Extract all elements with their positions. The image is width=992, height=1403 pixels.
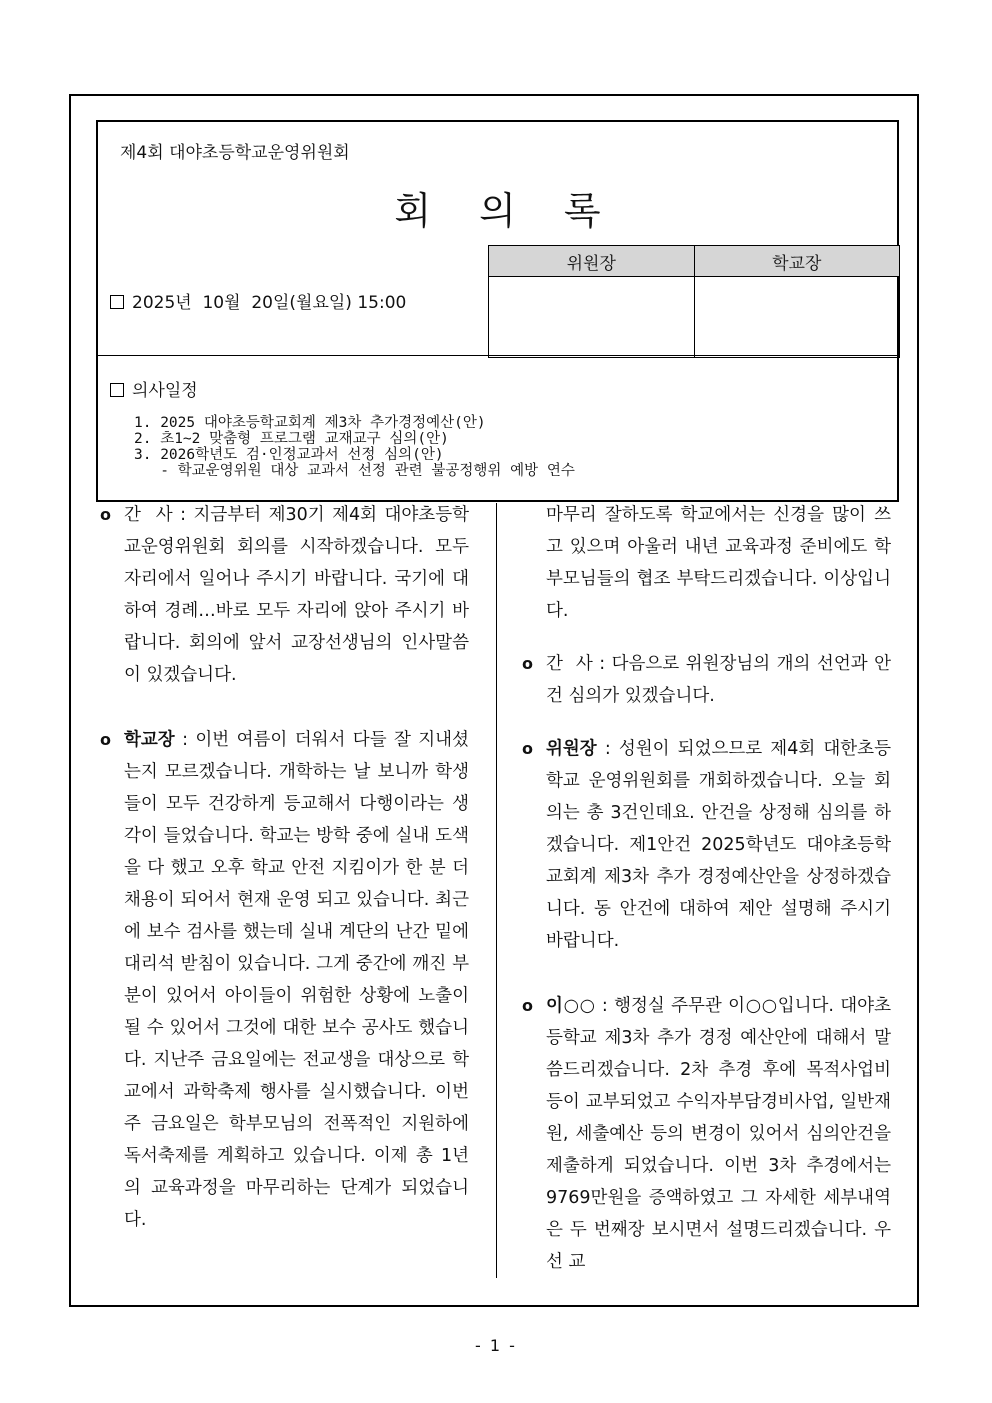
minutes-paragraph <box>100 499 469 691</box>
separator: : <box>596 739 619 759</box>
agenda-item: - 학교운영위원 대상 교과서 선정 관련 불공정행위 예방 연수 <box>134 463 575 479</box>
speaker: 위원장 <box>546 739 597 759</box>
separator: : <box>595 996 615 1016</box>
statement: 마무리 잘하도록 학교에서는 신경을 많이 쓰고 있으며 아울러 내년 교육과정 준비에도 학부모님들의 협조 부탁드리겠습니다. 이상입니다. <box>546 505 891 621</box>
statement: 지금부터 제30기 제4회 대야초등학교운영위원회 회의를 시작하겠습니다. 모두 자리에서 일어나 주시기 바랍니다. 국기에 대하여 경례…바로 모두 자리에 앉아 주시기 바랍니다. 회의에 앞서 교장선생님의 인사말씀이 있겠습니다. <box>124 505 469 685</box>
speaker: 간 사 <box>124 505 173 525</box>
meeting-date-text: 2025년 10월 20일(월요일) 15:00 <box>132 293 407 313</box>
meeting-number: 제4회 대야초등학교운영위원회 <box>120 143 350 163</box>
meeting-date <box>110 288 406 313</box>
bullet-marker: o <box>522 996 533 1015</box>
title-char: 의 <box>479 189 564 233</box>
bullet-marker: o <box>522 654 533 673</box>
bullet-marker: o <box>100 730 111 749</box>
checkbox-square-icon <box>110 295 124 309</box>
header-divider <box>98 355 897 356</box>
statement: 성원이 되었으므로 제4회 대한초등학교 운영위원회를 개회하겠습니다. 오늘 회의는 총 3건인데요. 안건을 상정해 심의를 하겠습니다. 제1안건 2025학년도 대야초등학교회계 제3차 추가 경정예산안을 상정하겠습니다. 동 안건에 대하여 제안 설명해 주시기 바랍니다. <box>546 739 891 951</box>
agenda-heading <box>110 376 198 401</box>
separator: : <box>174 730 196 750</box>
bullet-marker: o <box>522 739 533 758</box>
minutes-paragraph <box>522 733 891 957</box>
agenda-heading-text: 의사일정 <box>132 381 198 401</box>
agenda-list <box>134 415 575 479</box>
header-box <box>96 120 899 502</box>
title-char: 회 <box>394 189 480 233</box>
agenda-item: 1. 2025 대야초등학교회계 제3차 추가경정예산(안) <box>134 415 486 431</box>
document-title <box>98 180 897 235</box>
minutes-paragraph-continued <box>546 499 891 627</box>
right-column <box>522 499 892 1278</box>
agenda-item: 2. 초1~2 맞춤형 프로그램 교재교구 심의(안) <box>134 431 449 447</box>
signature-table <box>488 245 900 358</box>
minutes-paragraph <box>100 724 469 1236</box>
bullet-marker: o <box>100 505 111 524</box>
statement: 행정실 주무관 이○○입니다. 대야초등학교 제3차 추가 경정 예산안에 대해서 말씀드리겠습니다. 2차 추경 후에 목적사업비 등이 교부되었고 수익자부담경비사업, 일반재원, 세출예산 등의 변경이 있어서 심의안건을 제출하게 되었습니다. 이번 3차 추경에서는 9769만원을 증액하였고 그 자세한 세부내역은 두 번째장 보시면서 설명드리겠습니다. 우선 교 <box>546 996 891 1272</box>
speaker: 간 사 <box>546 654 593 674</box>
minutes-paragraph <box>522 990 891 1278</box>
minutes-paragraph <box>522 648 892 712</box>
statement: 다음으로 위원장님의 개의 선언과 안건 심의가 있겠습니다. <box>546 654 892 706</box>
separator: : <box>172 505 194 525</box>
statement: 이번 여름이 더워서 다들 잘 지내셨는지 모르겠습니다. 개학하는 날 보니까 학생들이 모두 건강하게 등교해서 다행이라는 생각이 들었습니다. 학교는 방학 중에 실내 도색을 다 했고 오후 학교 안전 지킴이가 한 분 더 채용이 되어서 현재 운영 되고 있습니다. 최근에 보수 검사를 했는데 실내 계단의 난간 밑에 대리석 받침이 있습니다. 그게 중간에 깨진 부분이 있어서 아이들이 위험한 상황에 노출이 될 수 있어서 그것에 대한 보수 공사도 했습니다. 지난주 금요일에는 전교생을 대상으로 학교에서 과학축제 행사를 실시했습니다. 이번주 금요일은 학부모님의 전폭적인 지원하에 독서축제를 계획하고 있습니다. 이제 총 1년의 교육과정을 마무리하는 단계가 되었습니다. <box>124 730 469 1230</box>
sign-header-principal: 학교장 <box>694 246 900 277</box>
sign-header-chair: 위원장 <box>489 246 695 277</box>
checkbox-square-icon <box>110 383 124 397</box>
agenda-item: 3. 2026학년도 검·인정교과서 선정 심의(안) <box>134 447 444 463</box>
title-char: 록 <box>563 189 649 233</box>
sign-cell-principal <box>694 277 900 358</box>
sign-cell-chair <box>489 277 695 358</box>
column-divider <box>496 503 497 1278</box>
speaker: 학교장 <box>124 730 175 750</box>
speaker: 이○○ <box>546 996 596 1016</box>
separator: : <box>592 654 612 674</box>
page-number: - 1 - <box>475 1336 517 1355</box>
left-column <box>100 499 469 1236</box>
